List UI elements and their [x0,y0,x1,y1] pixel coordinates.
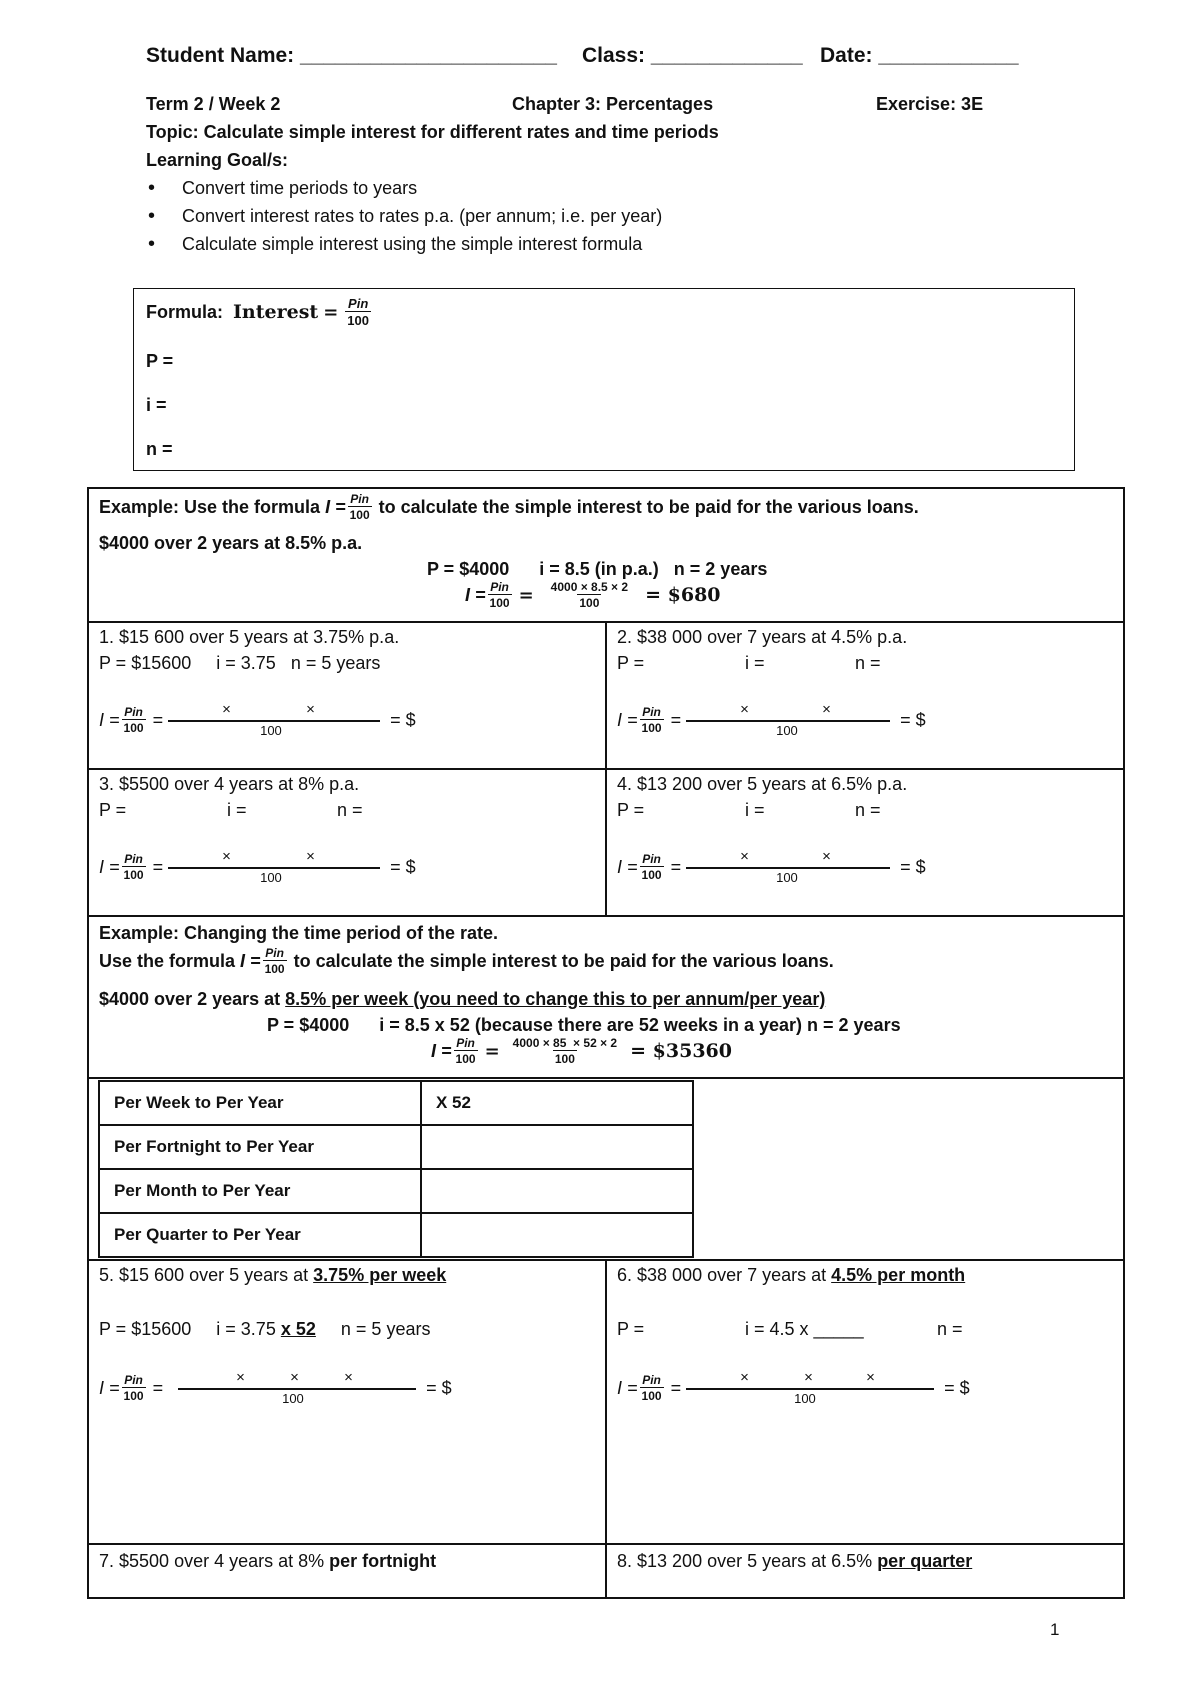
term-label: Term 2 / Week 2 [146,94,281,114]
question-8-title: 8. $13 200 over 5 years at 6.5% per quarter [617,1551,973,1571]
question-1-work-fraction[interactable]: × × 100 [168,703,380,737]
question-5-values: P = $15600 i = 3.75 x 52 n = 5 years [99,1319,431,1339]
conversion-label: Per Quarter to Per Year [99,1213,421,1257]
conversion-value[interactable]: X 52 [421,1081,693,1125]
example-2-values: P = $4000 i = 8.5 x 52 (because there are 52 weeks in a year) n = 2 years [267,1015,901,1035]
example-1-problem: $4000 over 2 years at 8.5% p.a. [99,533,363,553]
learning-goals-label: Learning Goal/s: [146,150,289,170]
ex2-formula-frac: $\frac{\text{Pin}}{100}$ [455,1036,476,1066]
question-6-cell[interactable] [605,1259,1125,1545]
example-1-box [87,487,1125,623]
q3-frac: $\frac{\text{Pin}}{100}$ [123,852,144,882]
question-2-title: 2. $38 000 over 7 years at 4.5% p.a. [617,627,908,647]
question-7-cell[interactable] [87,1543,607,1599]
q5-frac: $\frac{\text{Pin}}{100}$ [123,1373,144,1403]
goal-item: • Convert interest rates to rates p.a. (per annum; i.e. per year) [146,202,662,230]
formula-n-label: n = [146,439,173,459]
conversion-label: Per Week to Per Year [99,1081,421,1125]
question-5-work-fraction[interactable]: × × × 100 [178,1371,416,1405]
formula-box [133,288,1075,471]
question-3-work-fraction[interactable]: × × 100 [168,850,380,884]
table-row [99,1169,693,1213]
question-6-working: I = $\frac{\text{Pin}}{100}$ = × × × 100 = $ [617,1369,970,1406]
question-3-cell[interactable] [87,768,607,917]
question-4-title: 4. $13 200 over 5 years at 6.5% p.a. [617,774,908,794]
question-2-work-fraction[interactable]: × × 100 [686,703,890,737]
example-1-values: P = $4000 i = 8.5 (in p.a.) n = 2 years [427,559,768,579]
question-5-title: 5. $15 600 over 5 years at 3.75% per week [99,1265,447,1285]
formula-i-label: i = [146,395,167,415]
question-2-i: i = [745,653,765,673]
question-1-cell[interactable] [87,621,607,770]
question-4-i: i = [745,800,765,820]
question-3-working: I = $\frac{\text{Pin}}{100}$ = × × 100 = $ [99,848,416,885]
q2-frac: $\frac{\text{Pin}}{100}$ [641,705,662,735]
conversion-value[interactable] [421,1169,693,1213]
question-4-p: P = [617,800,645,820]
table-row [99,1081,693,1125]
example-1-formula-frac: $\frac{\text{Pin}}{100}$ [489,580,510,610]
goal-item: • Convert time periods to years [146,174,662,202]
q6-frac: $\frac{\text{Pin}}{100}$ [641,1373,662,1403]
page-number: 1 [1050,1620,1060,1639]
question-2-working: I = $\frac{\text{Pin}}{100}$ = × × 100 = $ [617,701,926,738]
example-2-problem: $4000 over 2 years at 8.5% per week (you need to change this to per annum/per year) [99,989,826,1009]
question-4-working: I = $\frac{\text{Pin}}{100}$ = × × 100 = $ [617,848,926,885]
table-row [99,1125,693,1169]
formula-line: Formula: Interest = $\frac{\text{Pin}}{100}$ [146,296,369,328]
conversion-label: Per Month to Per Year [99,1169,421,1213]
question-1-title: 1. $15 600 over 5 years at 3.75% p.a. [99,627,400,647]
question-6-n: n = [937,1319,963,1339]
example-1-working: I = $\frac{\text{Pin}}{100}$ = $\frac{4000 \times 8.5 \times 2}{100}$ = $680 [465,580,721,610]
question-3-i: i = [227,800,247,820]
formula-fraction: $\frac{\text{Pin}}{100}$ [347,296,369,328]
exercise-label: Exercise: 3E [876,94,984,114]
question-7-title: 7. $5500 over 4 years at 8% per fortnight [99,1551,437,1571]
question-4-cell[interactable] [605,768,1125,917]
question-3-n: n = [337,800,363,820]
question-6-work-fraction[interactable]: × × × 100 [686,1371,934,1405]
student-name-field[interactable]: Student Name: ______________________ [146,44,557,67]
q4-frac: $\frac{\text{Pin}}{100}$ [641,852,662,882]
question-4-n: n = [855,800,881,820]
chapter-label: Chapter 3: Percentages [512,94,714,114]
question-8-cell[interactable] [605,1543,1125,1599]
question-1-working: I = $\frac{\text{Pin}}{100}$ = × × 100 = $ [99,701,416,738]
ex2-frac: $\frac{\text{Pin}}{100}$ [264,946,285,976]
table-row [99,1213,693,1257]
question-5-working: I = $\frac{\text{Pin}}{100}$ = × × × 100 = $ [99,1369,452,1406]
example-1-fraction: $\frac{\text{Pin}}{100}$ [349,492,370,522]
example-1-intro: Example: Use the formula I = $\frac{\text{Pin}}{100}$ to calculate the simple interest to be paid for the various loans. [99,492,919,522]
conversion-value[interactable] [421,1213,693,1257]
topic-label: Topic: Calculate simple interest for different rates and time periods [146,122,719,142]
question-6-p: P = [617,1319,645,1339]
example-2-work-fraction: $\frac{4000 \times 85 \times 52 \times 2}{100}$ [512,1036,618,1066]
conversion-table [98,1080,694,1258]
question-6-title: 6. $38 000 over 7 years at 4.5% per month [617,1265,966,1285]
example-2-box [87,915,1125,1079]
question-2-cell[interactable] [605,621,1125,770]
example-2-intro: Use the formula I = $\frac{\text{Pin}}{100}$ to calculate the simple interest to be paid for the various loans. [99,946,834,976]
question-4-work-fraction[interactable]: × × 100 [686,850,890,884]
example-2-working: I = $\frac{\text{Pin}}{100}$ = $\frac{4000 \times 85 \times 52 \times 2}{100}$ = $35360 [431,1036,732,1066]
question-6-i: i = 4.5 x _____ [745,1319,864,1339]
question-3-p: P = [99,800,127,820]
question-3-title: 3. $5500 over 4 years at 8% p.a. [99,774,360,794]
q1-frac: $\frac{\text{Pin}}{100}$ [123,705,144,735]
learning-goals-list [146,174,662,258]
question-2-p: P = [617,653,645,673]
question-1-values: P = $15600 i = 3.75 n = 5 years [99,653,381,673]
formula-p-label: P = [146,351,174,371]
date-field[interactable]: Date: ____________ [820,44,1019,67]
example-1-work-fraction: $\frac{4000 \times 8.5 \times 2}{100}$ [550,580,629,610]
example-2-title: Example: Changing the time period of the rate. [99,923,499,943]
conversion-label: Per Fortnight to Per Year [99,1125,421,1169]
class-field[interactable]: Class: _____________ [582,44,803,67]
goal-item: • Calculate simple interest using the simple interest formula [146,230,662,258]
question-2-n: n = [855,653,881,673]
question-5-cell[interactable] [87,1259,607,1545]
conversion-value[interactable] [421,1125,693,1169]
